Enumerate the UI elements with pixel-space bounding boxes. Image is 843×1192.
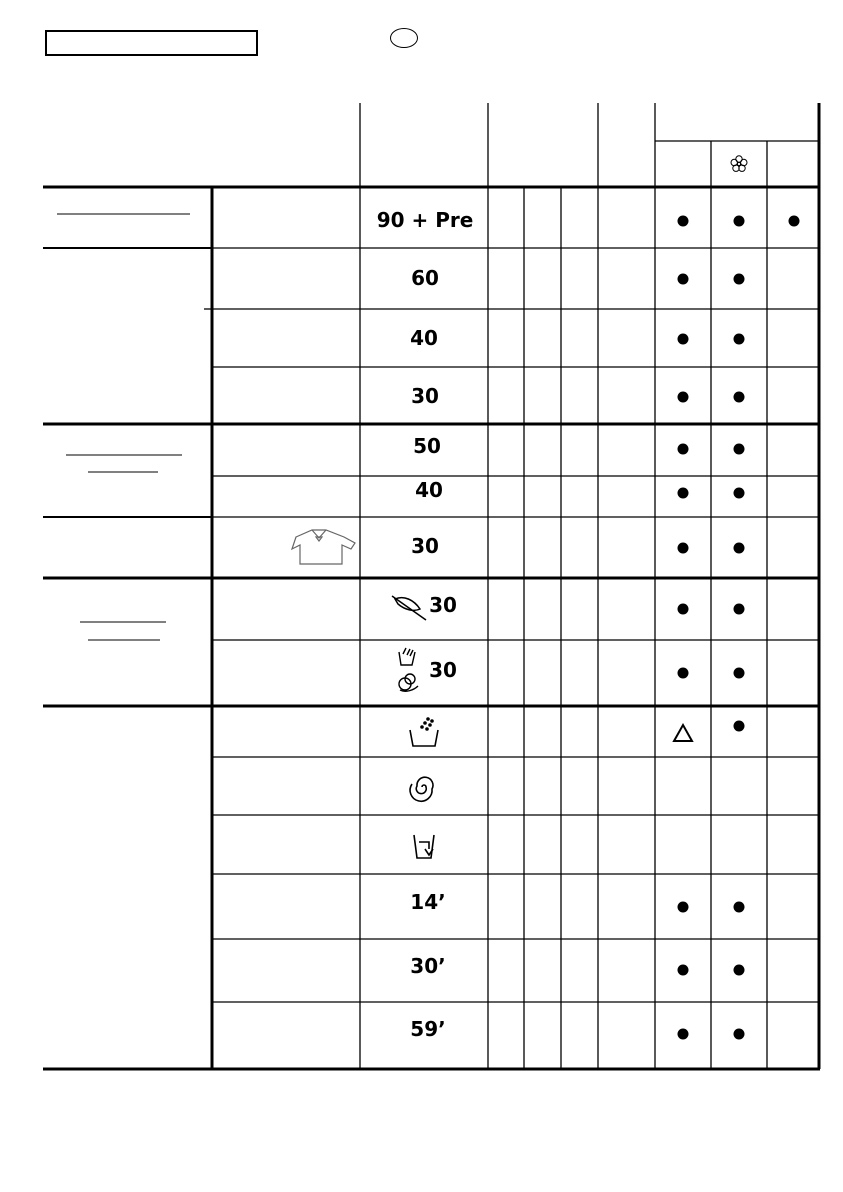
temperature-value: 14’ [410,890,446,914]
dot-marker [734,392,745,403]
dot-marker [678,334,689,345]
dot-marker [734,216,745,227]
drain-icon [414,835,434,858]
dot-marker [734,668,745,679]
dot-marker [678,668,689,679]
dot-marker [734,965,745,976]
temperature-value: 30 [411,534,439,558]
dot-marker [678,902,689,913]
spin-icon [410,777,433,801]
dot-marker [734,334,745,345]
triangle-marker [674,725,692,741]
dot-marker [678,216,689,227]
dot-marker [734,488,745,499]
temperature-value: 30 [429,593,457,617]
rinse-icon [410,718,438,746]
temperature-value: 30 [411,384,439,408]
temperature-value: 30 [429,658,457,682]
temperature-value: 50 [413,434,441,458]
temperature-value: 60 [411,266,439,290]
dot-marker [734,274,745,285]
temperature-value: 90 + Pre [376,208,474,232]
dot-marker [678,965,689,976]
dot-marker [734,604,745,615]
dot-marker [678,444,689,455]
temperature-value: 59’ [410,1017,446,1041]
dot-marker [789,216,800,227]
dot-marker [678,1029,689,1040]
dot-marker [734,902,745,913]
flower-icon [731,156,747,172]
temperature-value: 40 [410,326,438,350]
dot-marker [678,604,689,615]
dot-marker [678,392,689,403]
dot-marker [734,721,745,732]
dot-marker [678,543,689,554]
dot-marker [678,274,689,285]
dot-marker [734,543,745,554]
dot-marker [734,1029,745,1040]
temperature-value: 30’ [410,954,446,978]
dot-marker [678,488,689,499]
temperature-value: 40 [415,478,443,502]
dot-marker [734,444,745,455]
shirt-icon [292,530,355,564]
